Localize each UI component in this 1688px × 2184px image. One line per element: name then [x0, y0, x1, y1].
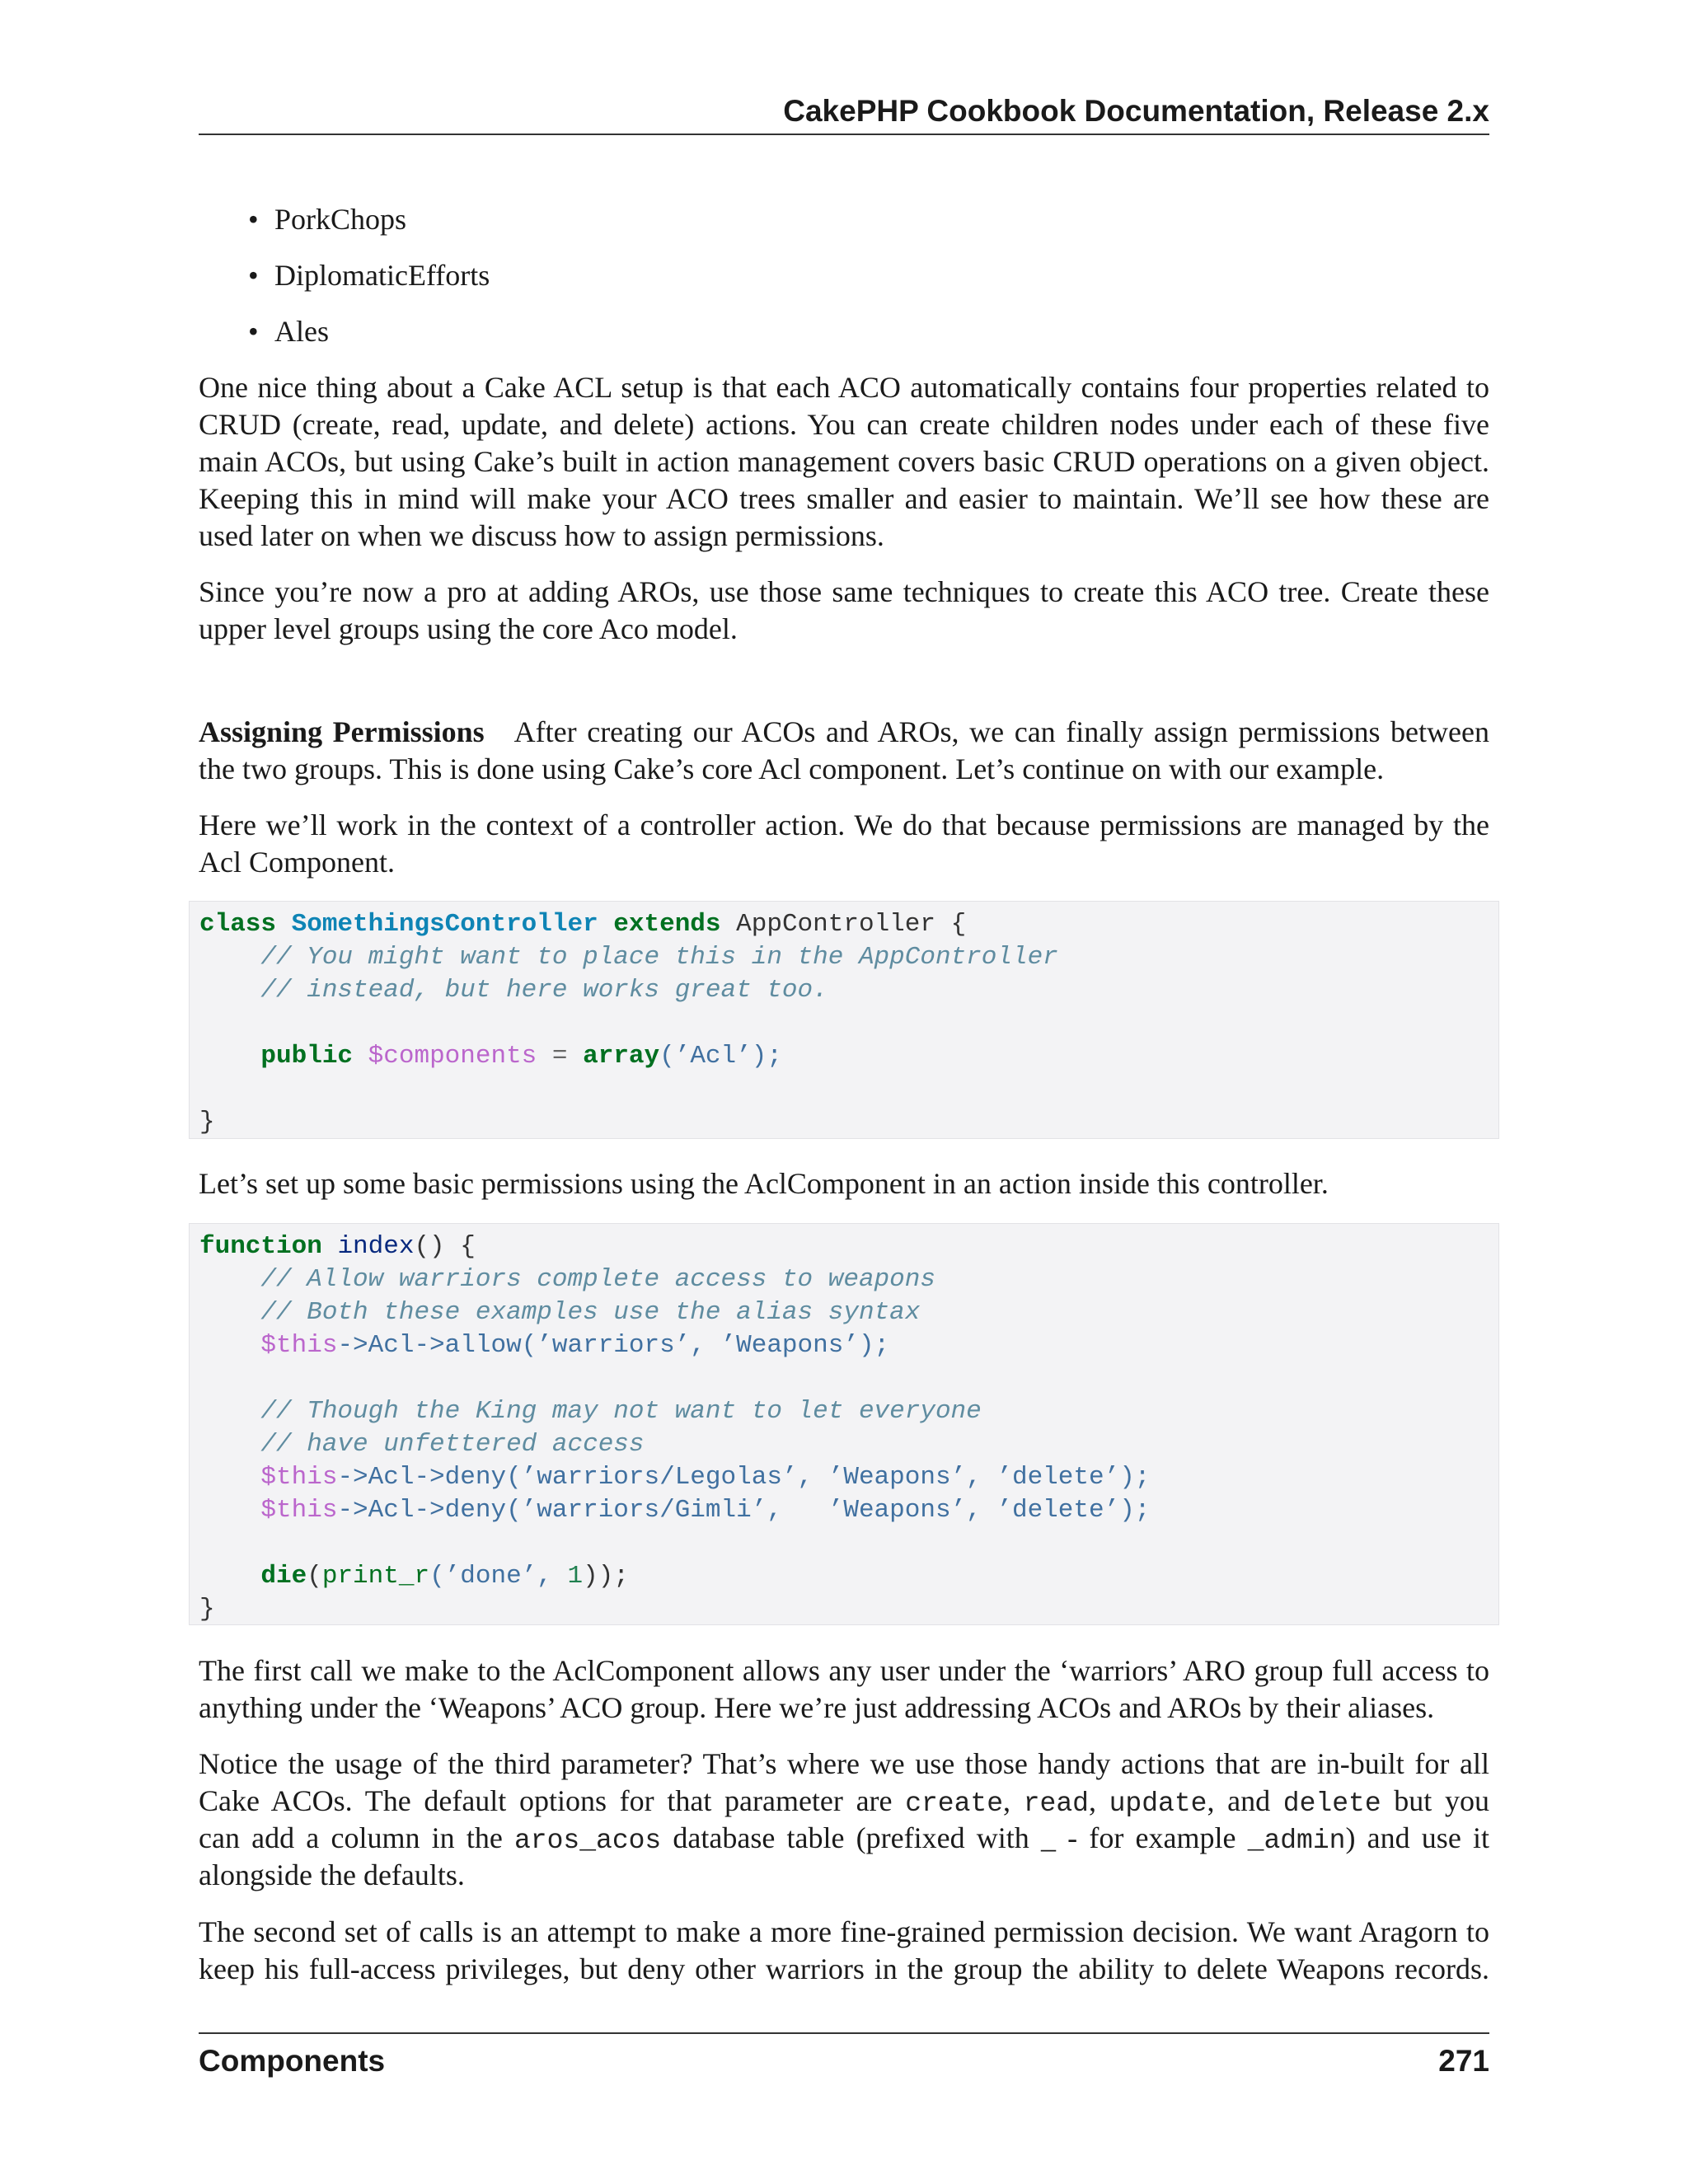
paragraph-crud: One nice thing about a Cake ACL setup is that each ACO automatically contains four properties related to CRUD (create, read, update, and delete) actions. You can create children nodes under each of these five main ACOs, but using Cake’s built in action management covers basic CRUD operations on a given object. Keeping this in mind will make your ACO trees smaller and easier to maintain. We’ll see how these are used later on when we discuss how to assign permissions.	[199, 371, 1489, 552]
paragraph-aco-tree: Since you’re now a pro at adding AROs, use those same techniques to create this ACO tree. Create these upper level groups using the core Aco model.	[199, 575, 1489, 645]
paragraph-controller-context: Here we’ll work in the context of a controller action. We do that because permissions are managed by the Acl Component.	[199, 808, 1489, 879]
paragraph-first-call: The first call we make to the AclComponent allows any user under the ‘warriors’ ARO group full access to anything under the ‘Weapons’ ACO group. Here we’re just addressing ACOs and AROs by their aliases.	[199, 1654, 1489, 1724]
paragraph-third-parameter: Notice the usage of the third parameter? That’s where we use those handy actions that are in-built for all Cake ACOs. The default options for that parameter are create, read, update, and delete but you can add a column in the aros_acos database table (prefixed with _ - for example _admin) and use it alongside the defaults.	[199, 1747, 1489, 1891]
list-item: • DiplomaticEfforts	[274, 257, 490, 294]
running-header: CakePHP Cookbook Documentation, Release 2.x	[783, 94, 1489, 128]
list-item: • Ales	[274, 313, 329, 350]
paragraph-assigning-permissions: Assigning Permissions After creating our ACOs and AROs, we can finally assign permissions between the two groups. This is done using Cake’s core Acl component. Let’s continue on with our example.	[199, 715, 1489, 785]
paragraph-basic-permissions: Let’s set up some basic permissions using the AclComponent in an action inside this controller.	[199, 1167, 1329, 1200]
page-number: 271	[1438, 2044, 1489, 2078]
bullet-icon: •	[248, 315, 259, 348]
code-block-controller: class SomethingsController extends AppController { // You might want to place this in the AppController // instead, but here works great too. public $components = array(’Acl’); }	[189, 901, 1499, 1139]
header-rule	[199, 134, 1489, 135]
bullet-icon: •	[248, 203, 259, 236]
section-heading: Assigning Permissions	[199, 715, 485, 748]
bullet-icon: •	[248, 259, 259, 292]
list-item: • PorkChops	[274, 201, 406, 238]
footer-section-title: Components	[199, 2044, 386, 2078]
paragraph-second-set: The second set of calls is an attempt to make a more fine-grained permission decision. We want Aragorn to keep his full-access privileges, but deny other warriors in the group the ability to delete Weapons records.	[199, 1915, 1489, 1985]
code-block-index-action: function index() { // Allow warriors complete access to weapons // Both these examples use the alias syntax $this->Acl->allow(’warriors’, ’Weapons’); // Though the King may not want to let everyone // have unfettered access $this->Acl->deny(’warriors/Legolas’, ’Weapons’, ’delete’); $this->Acl->deny(’warriors/Gimli’, ’Weapons’, ’delete’); die(print_r(’done’, 1)); }	[189, 1223, 1499, 1625]
footer-rule	[199, 2032, 1489, 2034]
